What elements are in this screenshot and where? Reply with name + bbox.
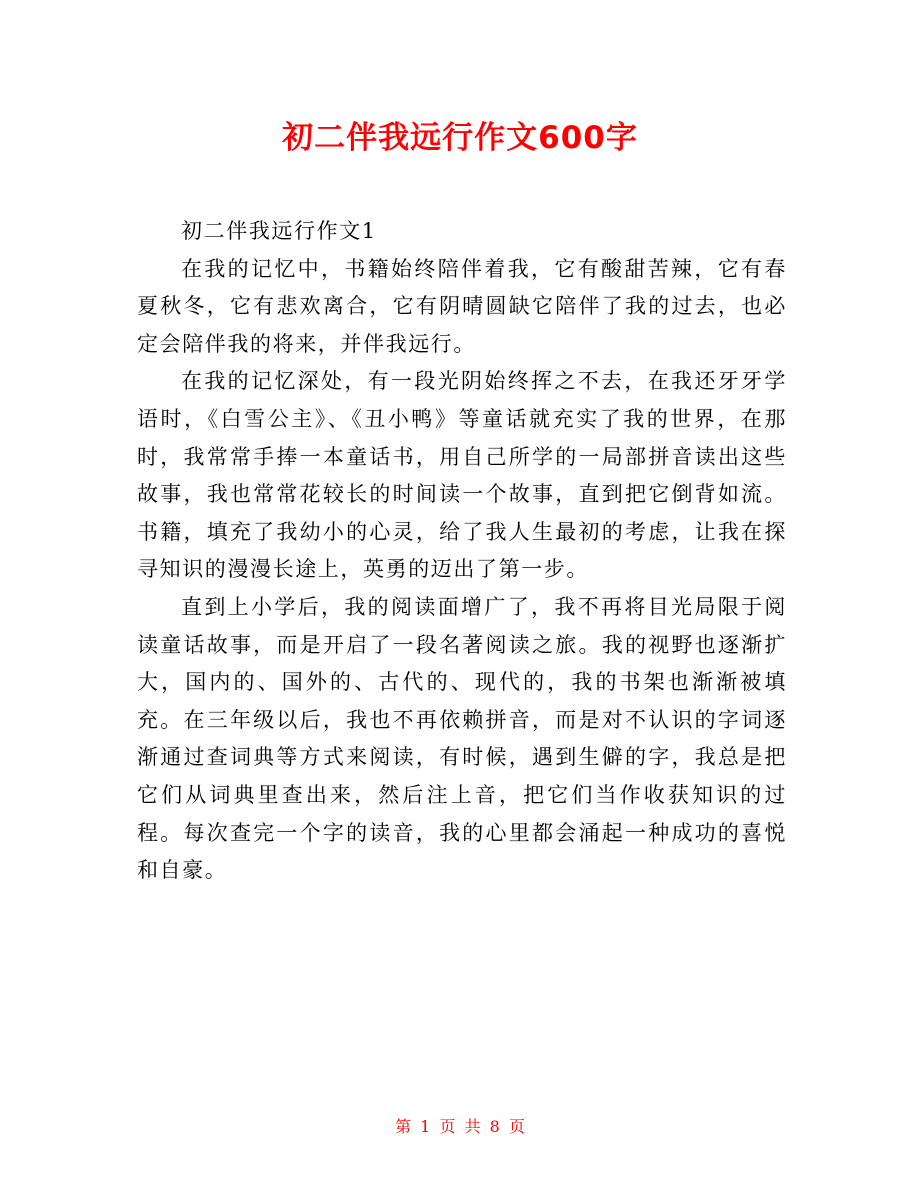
section-heading: 初二伴我远行作文1 <box>181 219 377 243</box>
document-body <box>137 213 787 890</box>
paragraph-1: 在我的记忆中，书籍始终陪伴着我，它有酸甜苦辣，它有春夏秋冬，它有悲欢离合，它有阴晴圆缺它陪伴了我的过去，也必定会陪伴我的将来，并伴我远行。 <box>137 256 787 356</box>
document-title: 初二伴我远行作文600字 <box>282 120 638 156</box>
paragraph-2: 在我的记忆深处，有一段光阴始终挥之不去，在我还牙牙学语时，《白雪公主》、《丑小鸭》等童话就充实了我的世界，在那时，我常常手捧一本童话书，用自己所学的一局部拼音读出这些故事，我也常常花较长的时间读一个故事，直到把它倒背如流。书籍，填充了我幼小的心灵，给了我人生最初的考虑，让我在探寻知识的漫漫长途上，英勇的迈出了第一步。 <box>137 369 787 582</box>
page-footer: 第 1 页 共 8 页 <box>395 1117 525 1136</box>
paragraph-3: 直到上小学后，我的阅读面增广了，我不再将目光局限于阅读童话故事，而是开启了一段名著阅读之旅。我的视野也逐渐扩大，国内的、国外的、古代的、现代的，我的书架也渐渐被填充。在三年级以后，我也不再依赖拼音，而是对不认识的字词逐渐通过查词典等方式来阅读，有时候，遇到生僻的字，我总是把它们从词典里查出来，然后注上音，把它们当作收获知识的过程。每次查完一个字的读音，我的心里都会涌起一种成功的喜悦和自豪。 <box>137 594 787 883</box>
